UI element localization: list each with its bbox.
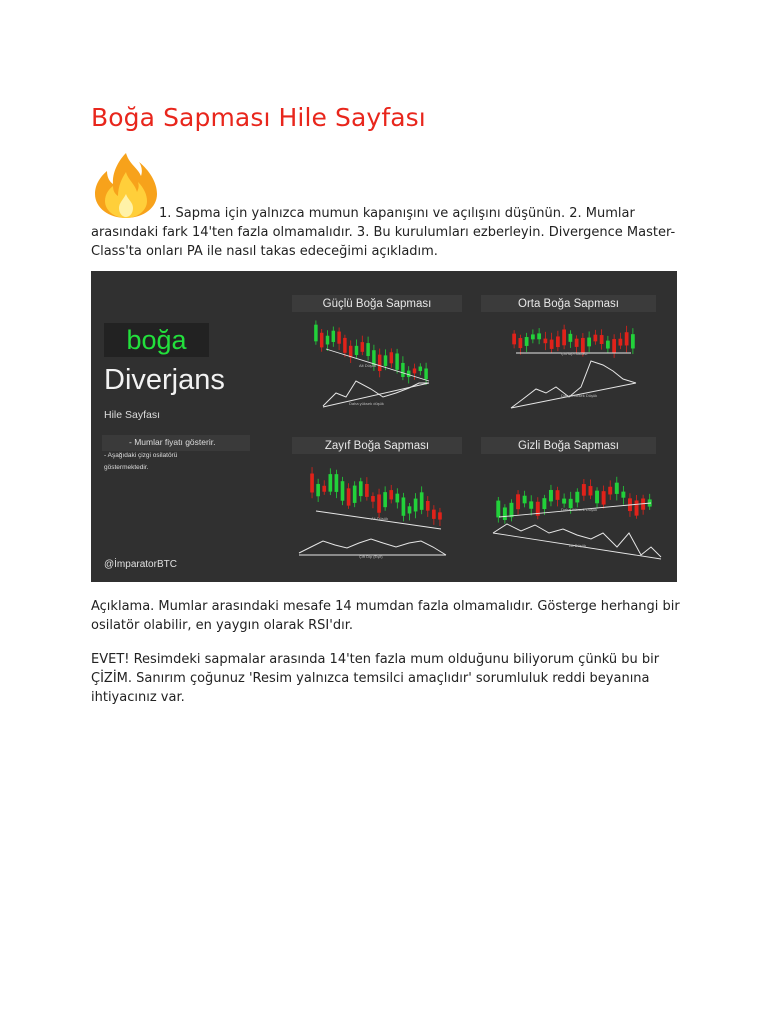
oscillator-line <box>493 524 661 557</box>
candle <box>337 332 340 344</box>
candle <box>531 334 535 339</box>
candle <box>355 346 358 355</box>
panel-medium-price-label: Çift dip noktası <box>561 351 588 356</box>
divergence-cheat-sheet-figure <box>91 271 677 582</box>
candle <box>631 334 635 348</box>
panel-hidden-osc-label: Alt Düşük <box>569 543 587 548</box>
candle <box>420 492 424 510</box>
candle <box>322 486 326 492</box>
candle <box>378 355 381 371</box>
candle <box>575 492 579 503</box>
candle <box>612 339 616 353</box>
candle <box>419 367 422 372</box>
candle <box>314 325 317 342</box>
candle <box>316 484 320 496</box>
candle <box>383 492 387 507</box>
note-2a: - Aşağıdaki çizgi osilatörü <box>104 452 178 459</box>
candle <box>395 494 399 503</box>
candle <box>395 353 398 369</box>
candle <box>426 501 430 511</box>
panel-weak-osc-label: Çift Dip (Eşit) <box>359 554 383 559</box>
panel-title-strong: Güçlü Boğa Sapması <box>292 295 462 312</box>
page-title: Boğa Sapması Hile Sayfası <box>91 103 426 132</box>
candle <box>602 491 606 504</box>
candle <box>625 332 629 345</box>
candle <box>390 352 393 363</box>
candle <box>550 340 554 349</box>
candle <box>619 339 623 346</box>
candle <box>529 501 533 508</box>
panel-title-hidden: Gizli Boğa Sapması <box>481 437 656 454</box>
candle <box>347 488 351 505</box>
candle <box>328 474 332 492</box>
candle <box>332 331 335 342</box>
candle <box>523 496 527 504</box>
candle <box>600 335 604 344</box>
candle <box>519 338 523 348</box>
candle <box>424 369 427 380</box>
candle <box>549 490 553 501</box>
candle <box>408 506 412 513</box>
author-handle: @İmparatorBTC <box>104 559 177 570</box>
candle <box>562 329 566 345</box>
candle <box>496 501 500 518</box>
candle <box>537 333 541 339</box>
candle <box>556 490 560 500</box>
candle <box>512 334 516 345</box>
panel-weak-price-label: Alt Düşük <box>371 516 389 521</box>
divergence-charts <box>91 271 677 582</box>
candle <box>401 363 404 377</box>
candle <box>556 336 560 347</box>
panel-medium-osc-label: Daha Yüksek Düşük <box>561 393 598 398</box>
oscillator-line <box>511 361 636 408</box>
candle <box>582 484 586 496</box>
candle <box>320 333 323 348</box>
candle <box>595 491 599 504</box>
candle <box>588 486 592 495</box>
candle <box>371 496 375 502</box>
price-trendline <box>326 349 429 381</box>
candle <box>361 342 364 352</box>
oscillator-line <box>299 539 446 555</box>
candle <box>384 355 387 366</box>
panel-weak-chart <box>299 467 446 555</box>
candle <box>606 341 610 349</box>
figure-heading: Diverjans <box>104 364 225 396</box>
candle <box>544 339 548 344</box>
candle <box>503 507 507 520</box>
candle <box>341 481 345 501</box>
candle <box>432 510 436 519</box>
note-1: - Mumlar fiyatı gösterir. <box>129 437 216 447</box>
candle <box>516 494 520 509</box>
candle <box>359 481 363 496</box>
candle <box>366 343 369 356</box>
candle <box>414 499 418 512</box>
intro-block <box>91 150 681 261</box>
panel-strong-price-label: Alt Düşük <box>359 363 377 368</box>
candle <box>402 497 406 515</box>
caption-explanation: Açıklama. Mumlar arasındaki mesafe 14 mumdan fazla olmamalıdır. Gösterge herhangi bir osilatör olabilir, en yaygın olarak RSI'dır. <box>91 599 680 633</box>
candle <box>310 474 314 493</box>
candle <box>569 334 573 342</box>
caption-note: EVET! Resimdeki sapmalar arasında 14'ten fazla mum olduğunu biliyorum çünkü bu bir ÇİZİM. Sanırım çoğunuz 'Resim yalnızca temsilci amaçlıdır' sorumluluk reddi beyanına ihtiyacınız var. <box>91 652 660 705</box>
fire-icon <box>91 150 161 220</box>
intro-text: 1. Sapma için yalnızca mumun kapanışını ve açılışını düşünün. 2. Mumlar arasındaki fark 14'ten fazla olmamalıdır. 3. Bu kurulumları ezberleyin. Divergence Master-Class'ta onları PA ile nasıl takas edeceğimi açıkladım. <box>91 206 676 259</box>
candle <box>621 492 625 498</box>
candle <box>587 338 591 347</box>
candle <box>525 337 529 346</box>
candle <box>377 494 381 512</box>
candle <box>509 503 513 517</box>
panel-strong-osc-label: Daha yüksek düşük <box>349 401 384 406</box>
panel-title-medium: Orta Boğa Sapması <box>481 295 656 312</box>
panel-title-weak: Zayıf Boğa Sapması <box>292 437 462 454</box>
candle <box>413 368 416 373</box>
note-2b: göstermektedir. <box>104 464 149 471</box>
candle <box>608 487 612 495</box>
figure-subheading: Hile Sayfası <box>104 409 161 421</box>
candle <box>353 486 357 503</box>
candle <box>562 499 566 504</box>
candle <box>335 474 339 492</box>
badge-text: boğa <box>126 324 187 355</box>
candle <box>542 498 546 509</box>
candle <box>365 484 369 497</box>
candle <box>635 500 639 515</box>
candle <box>326 336 329 345</box>
candle <box>575 339 579 347</box>
panel-hidden-price-label: Daha Yüksek Düşük <box>561 507 598 512</box>
candle <box>389 490 393 499</box>
candle <box>349 346 352 358</box>
candle <box>438 512 442 519</box>
candle <box>343 338 346 353</box>
candle <box>594 335 598 342</box>
candle <box>615 483 619 494</box>
